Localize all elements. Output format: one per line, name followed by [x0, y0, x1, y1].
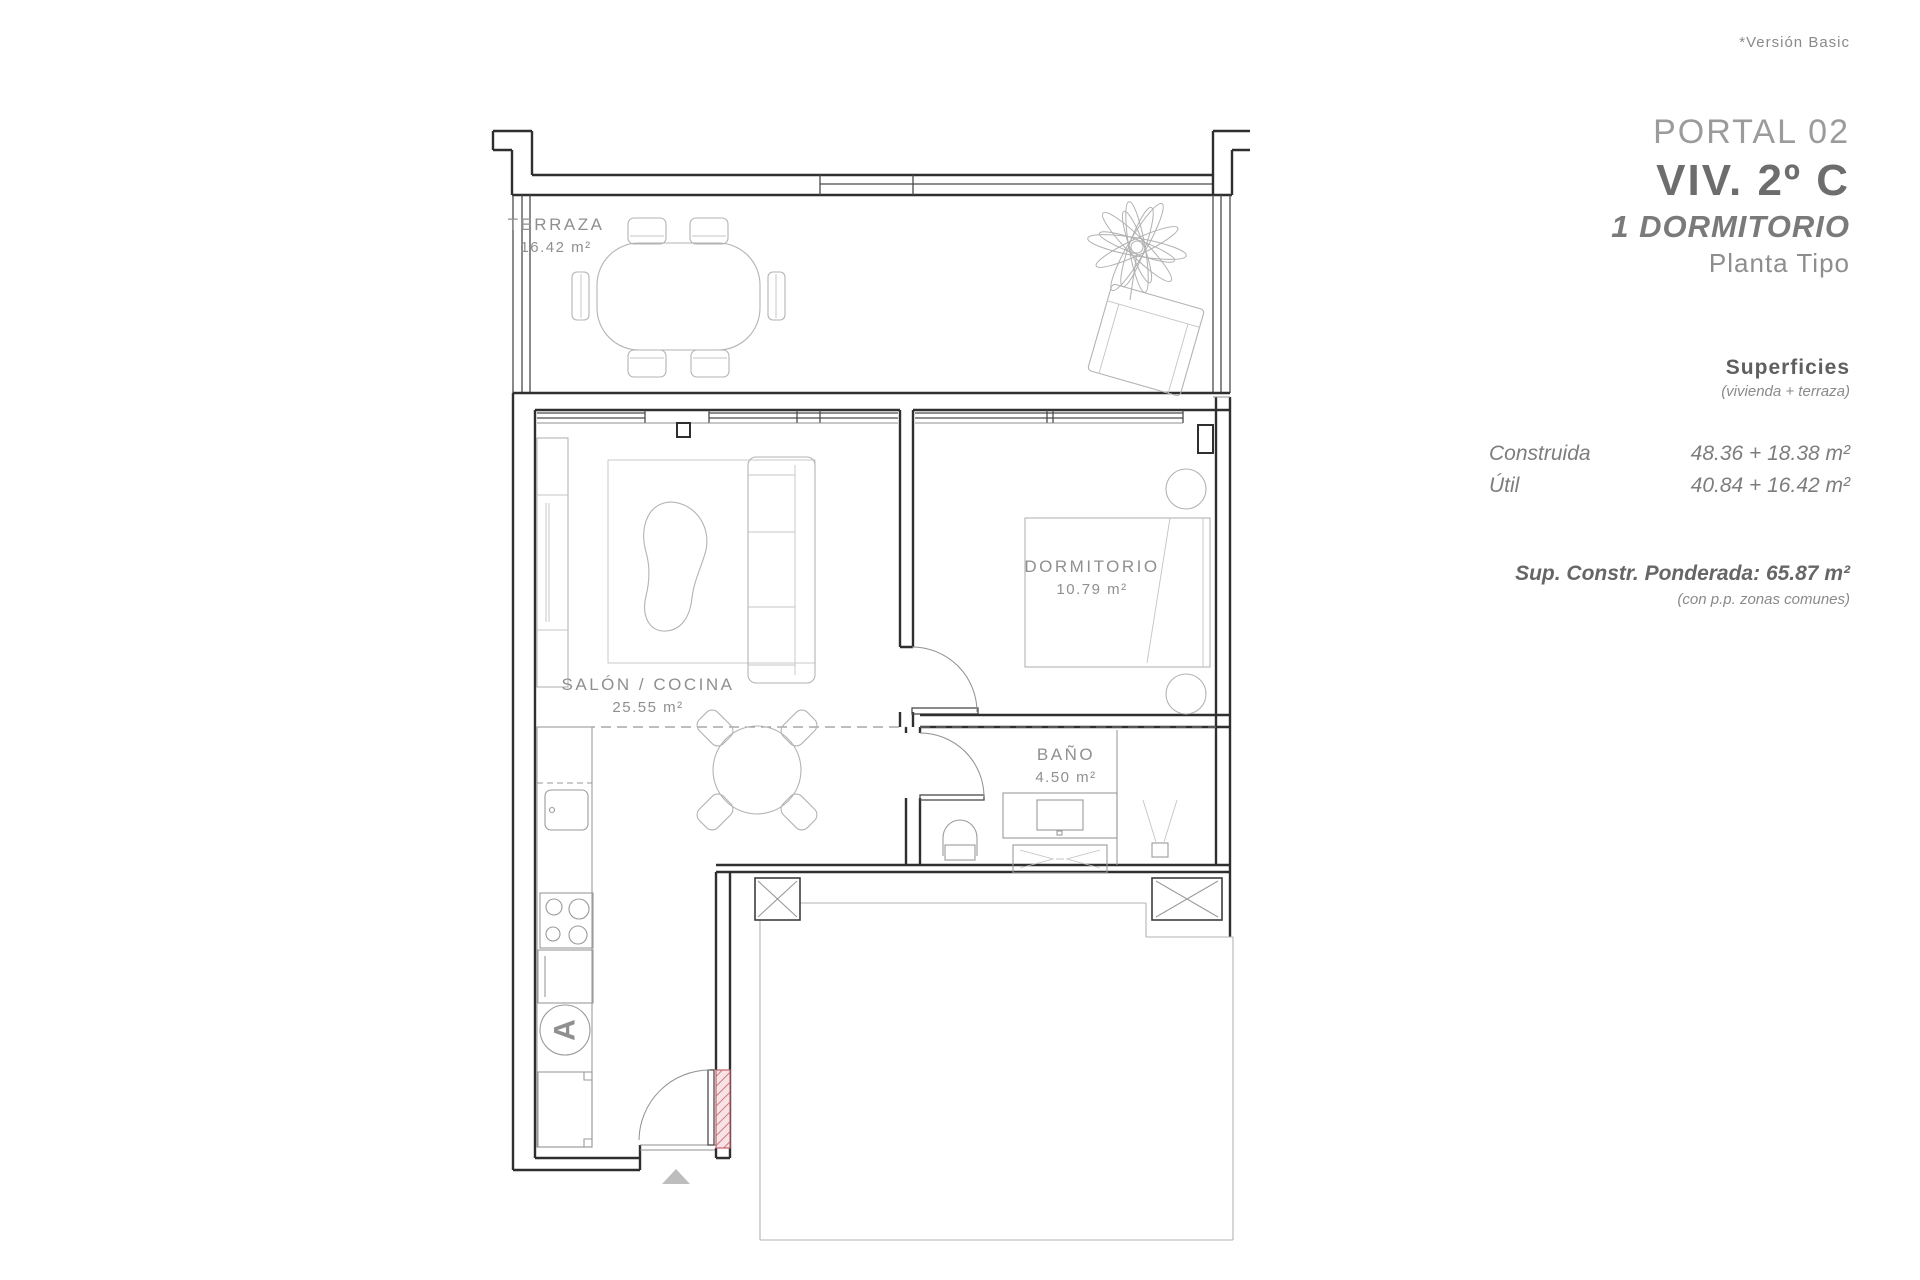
title-block [1489, 34, 1851, 608]
entry-panel-hatch [716, 1070, 730, 1148]
column-bedroom-corner [1198, 425, 1213, 453]
nightstand [1166, 469, 1206, 509]
bath-door [920, 795, 984, 800]
lounge-chair [1087, 284, 1204, 397]
bathtub [1013, 845, 1107, 873]
room-label-bano: BAÑO [1036, 745, 1096, 764]
building-core [755, 878, 1233, 1240]
toilet [943, 820, 977, 860]
bedroom-door [912, 708, 978, 714]
entry-door [708, 1070, 714, 1145]
surfaces-heading: Superficies [1725, 356, 1850, 379]
plan-type: Planta Tipo [1708, 248, 1850, 278]
base-cabinet [538, 1072, 592, 1147]
plant [1086, 199, 1188, 300]
coffee-table [644, 502, 707, 631]
dining-table [694, 707, 820, 833]
sofa [748, 457, 815, 683]
walls [493, 131, 1250, 1170]
surfaces-subheading: (vivienda + terraza) [1721, 383, 1850, 400]
surface-row-value: 48.36 + 18.38 m² [1690, 442, 1850, 465]
version-note: *Versión Basic [1739, 34, 1850, 51]
living-room [537, 438, 820, 833]
room-area-dormitorio: 10.79 m² [1056, 581, 1128, 598]
terrace-table [597, 243, 760, 350]
surface-row-label: Construida [1489, 442, 1591, 465]
nightstand [1166, 674, 1206, 714]
hob [540, 893, 593, 948]
appliance-circle [540, 1005, 590, 1055]
kitchen-sink [545, 790, 588, 830]
appliance-letter: A [548, 1019, 582, 1041]
rug [608, 460, 815, 663]
shower [1117, 730, 1177, 865]
room-area-terraza: 16.42 m² [520, 239, 592, 256]
kitchen [537, 727, 593, 1147]
terrace [572, 199, 1205, 396]
room-label-terraza: TERRAZA [507, 215, 605, 234]
room-area-salon: 25.55 m² [612, 699, 684, 716]
surface-row-label: Útil [1489, 474, 1520, 497]
weighted-surface: Sup. Constr. Ponderada: 65.87 m² [1515, 562, 1850, 585]
entry-arrow-icon [662, 1169, 690, 1184]
surface-row-value: 40.84 + 16.42 m² [1690, 474, 1850, 497]
portal-title: PORTAL 02 [1653, 113, 1850, 151]
faucet-icon [550, 808, 555, 813]
room-label-salon: SALÓN / COCINA [561, 675, 735, 694]
oven [538, 950, 593, 1003]
vanity [1003, 793, 1117, 838]
unit-title: VIV. 2º C [1656, 156, 1850, 205]
sideboard [537, 438, 568, 687]
bedrooms-title: 1 DORMITORIO [1611, 209, 1850, 244]
entry [639, 1070, 730, 1184]
room-area-bano: 4.50 m² [1035, 769, 1097, 786]
column-salon [677, 423, 690, 437]
room-label-dormitorio: DORMITORIO [1024, 557, 1160, 576]
terrace-chairs [572, 218, 785, 377]
weighted-surface-note: (con p.p. zonas comunes) [1677, 591, 1850, 608]
room-labels [508, 215, 1160, 786]
